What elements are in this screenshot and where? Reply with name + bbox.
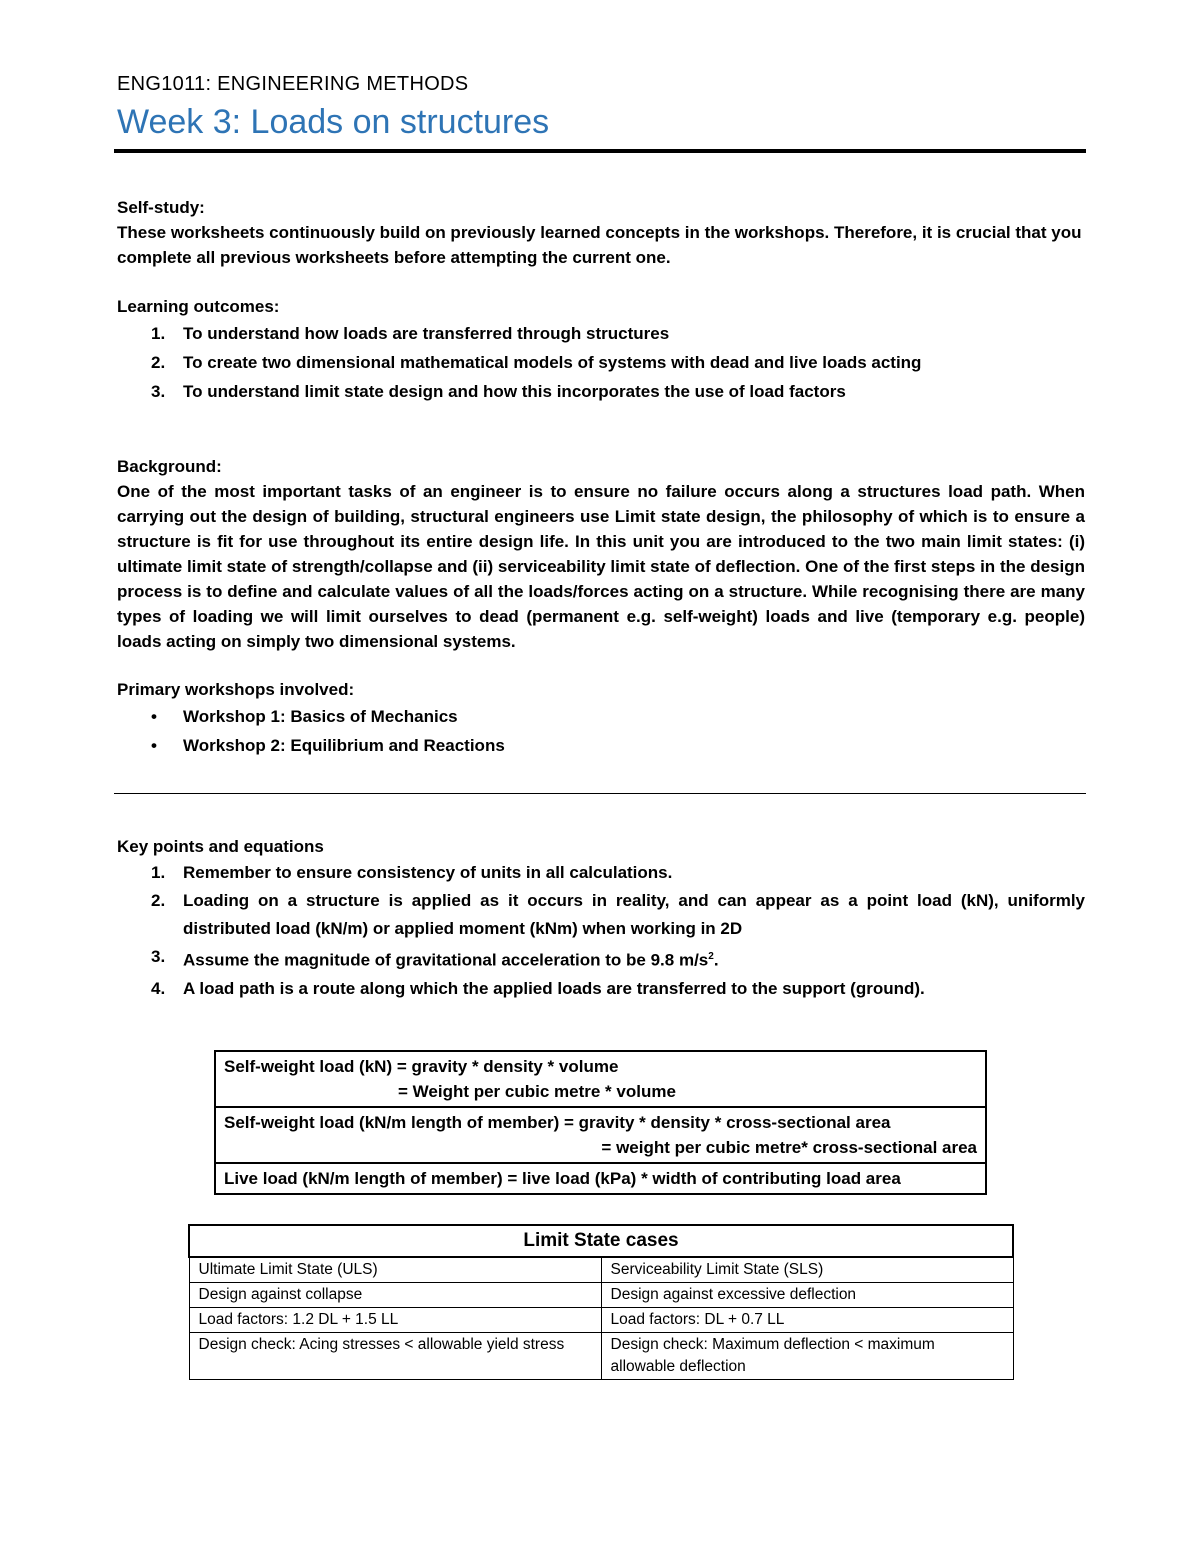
list-text: Workshop 1: Basics of Mechanics bbox=[183, 707, 458, 726]
list-number: 1. bbox=[151, 324, 166, 343]
document-page bbox=[117, 70, 1085, 998]
table-cell: Design check: Acing stresses < allowable yield stress bbox=[189, 1333, 601, 1380]
list-item bbox=[117, 859, 1085, 887]
table-row bbox=[215, 1051, 986, 1107]
table-heading: Limit State cases bbox=[189, 1225, 1013, 1257]
table-cell: Design against excessive deflection bbox=[601, 1283, 1013, 1308]
table-row bbox=[189, 1333, 1013, 1380]
key-points-heading: Key points and equations bbox=[117, 837, 324, 856]
workshops-heading: Primary workshops involved: bbox=[117, 680, 355, 699]
workshops-section bbox=[117, 677, 1085, 760]
list-text: To understand how loads are transferred through structures bbox=[183, 324, 670, 343]
equation-line: Self-weight load (kN/m length of member) = gravity * density * cross-sectional area bbox=[224, 1113, 891, 1132]
key-points-list bbox=[117, 859, 1085, 1003]
list-item bbox=[117, 975, 1085, 1003]
list-text: A load path is a route along which the applied loads are transferred to the support (ground). bbox=[183, 978, 925, 998]
table-cell: Design against collapse bbox=[189, 1283, 601, 1308]
equation-line: Self-weight load (kN) = gravity * density * volume bbox=[224, 1057, 619, 1076]
table-row bbox=[189, 1283, 1013, 1308]
list-text: Workshop 2: Equilibrium and Reactions bbox=[183, 736, 505, 755]
list-text: To create two dimensional mathematical models of systems with dead and live loads acting bbox=[183, 353, 922, 372]
table-header-row bbox=[189, 1225, 1013, 1257]
list-item bbox=[117, 731, 1085, 760]
table-cell: Serviceability Limit State (SLS) bbox=[601, 1257, 1013, 1283]
equation-line: = weight per cubic metre* cross-sectional area bbox=[601, 1138, 977, 1157]
table-cell: Design check: Maximum deflection < maximum allowable deflection bbox=[601, 1333, 1013, 1380]
list-number: 3. bbox=[151, 382, 166, 401]
section-divider bbox=[114, 793, 1086, 794]
title-divider bbox=[114, 149, 1086, 153]
list-text: To understand limit state design and how this incorporates the use of load factors bbox=[183, 382, 846, 401]
list-text: Assume the magnitude of gravitational acceleration to be 9.8 m/s bbox=[183, 950, 709, 970]
list-item bbox=[117, 319, 1085, 348]
table-row bbox=[189, 1257, 1013, 1283]
list-text: Remember to ensure consistency of units in all calculations. bbox=[183, 863, 673, 882]
superscript: 2 bbox=[708, 951, 714, 962]
table-row bbox=[215, 1163, 986, 1194]
table-row bbox=[189, 1308, 1013, 1333]
bullet-icon: • bbox=[151, 707, 157, 726]
learning-outcomes-section bbox=[117, 294, 1085, 406]
list-item bbox=[117, 348, 1085, 377]
self-study-text: These worksheets continuously build on previously learned concepts in the workshops. Therefore, it is crucial that you complete all previous worksheets before attempting the current one. bbox=[117, 223, 1082, 267]
table-cell: Load factors: DL + 0.7 LL bbox=[601, 1308, 1013, 1333]
table-row bbox=[215, 1107, 986, 1163]
bullet-icon: • bbox=[151, 736, 157, 755]
page-title: Week 3: Loads on structures bbox=[117, 103, 550, 141]
limit-state-table bbox=[188, 1224, 1014, 1380]
self-study-section bbox=[117, 195, 1085, 270]
list-item bbox=[117, 943, 1085, 975]
list-number: 2. bbox=[151, 891, 166, 910]
list-number: 2. bbox=[151, 353, 166, 372]
list-text-tail: . bbox=[713, 950, 719, 970]
learning-outcomes-list bbox=[117, 319, 1085, 406]
list-item bbox=[117, 702, 1085, 731]
list-item bbox=[117, 887, 1085, 943]
table-cell: Ultimate Limit State (ULS) bbox=[189, 1257, 601, 1283]
list-item bbox=[117, 377, 1085, 406]
learning-outcomes-heading: Learning outcomes: bbox=[117, 297, 280, 316]
workshops-list bbox=[117, 702, 1085, 760]
equations-table bbox=[214, 1050, 987, 1195]
table-cell: Live load (kN/m length of member) = live load (kPa) * width of contributing load area bbox=[215, 1163, 986, 1194]
list-number: 4. bbox=[151, 978, 166, 998]
key-points-section bbox=[117, 834, 1085, 1003]
table-cell bbox=[215, 1107, 986, 1163]
list-number: 1. bbox=[151, 863, 166, 882]
table-cell: Load factors: 1.2 DL + 1.5 LL bbox=[189, 1308, 601, 1333]
background-heading: Background: bbox=[117, 457, 222, 476]
background-text: One of the most important tasks of an engineer is to ensure no failure occurs along a structures load path. When carrying out the design of building, structural engineers use Limit state design, the philosophy of which is to ensure a structure is fit for use throughout its entire design life. In this unit you are introduced to the two main limit states: (i) ultimate limit state of strength/collapse and (ii) serviceability limit state of deflection. One of the first steps in the design process is to define and calculate values of all the loads/forces acting on a structure. While recognising there are many types of loading we will limit ourselves to dead (permanent e.g. self-weight) loads and live (temporary e.g. people) loads acting on simply two dimensional systems. bbox=[117, 482, 1085, 651]
course-name: ENG1011: ENGINEERING METHODS bbox=[117, 73, 469, 95]
list-number: 3. bbox=[151, 947, 166, 966]
equation-line: = Weight per cubic metre * volume bbox=[398, 1082, 676, 1101]
table-cell bbox=[215, 1051, 986, 1107]
list-text: Loading on a structure is applied as it occurs in reality, and can appear as a point load (kN), uniformly distributed load (kN/m) or applied moment (kNm) when working in 2D bbox=[183, 891, 1085, 938]
self-study-heading: Self-study: bbox=[117, 198, 205, 217]
background-section bbox=[117, 454, 1085, 654]
